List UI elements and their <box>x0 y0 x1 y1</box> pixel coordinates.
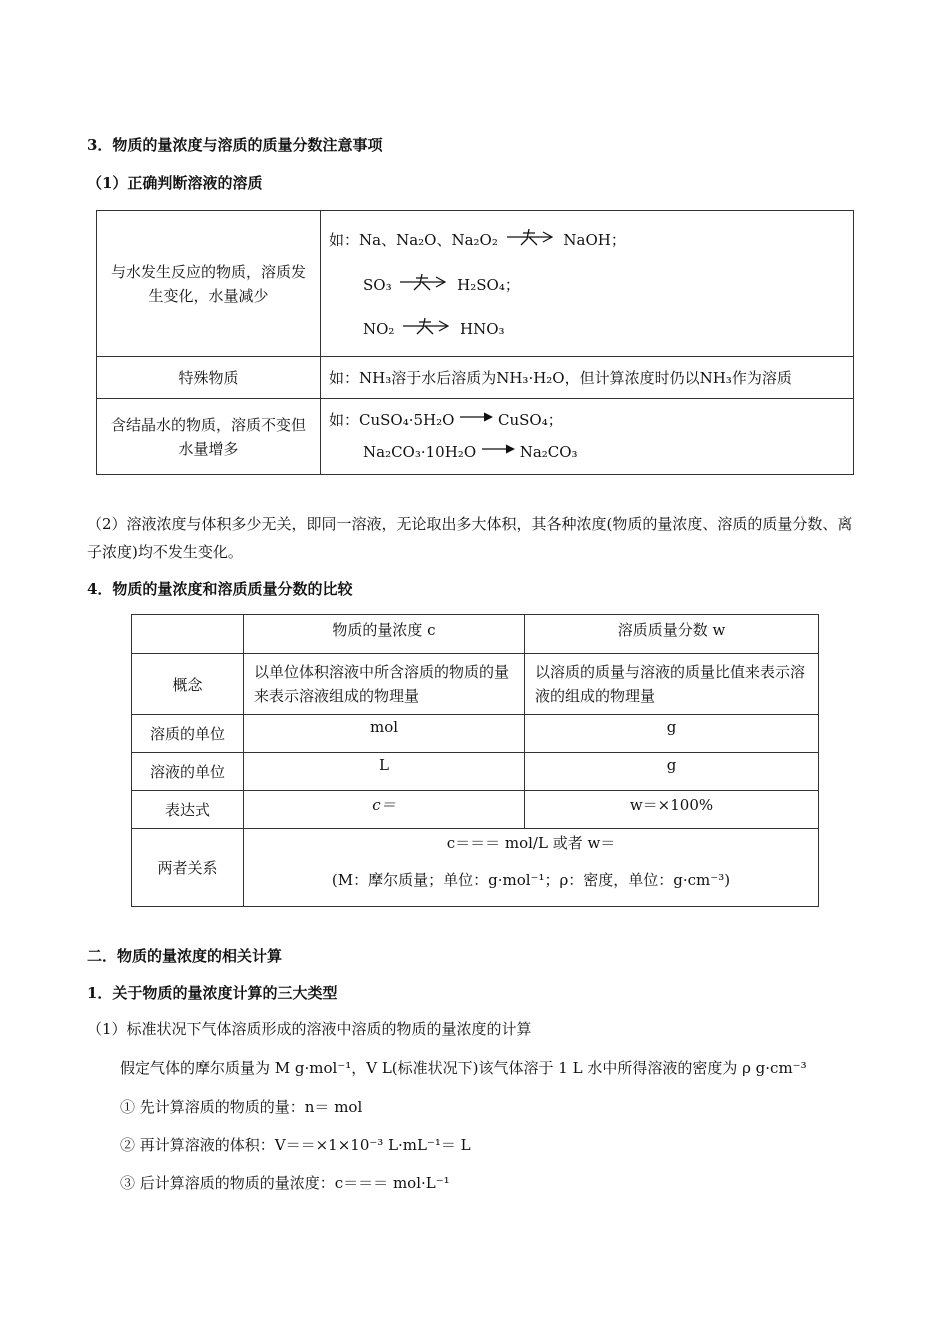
eq3-right: HNO₃ <box>460 320 505 338</box>
row3-eq1-left: 如：CuSO₄·5H₂O <box>329 410 455 429</box>
row-w-value: g <box>525 715 819 753</box>
row-c-value: L <box>244 753 525 791</box>
row-label: 溶液的单位 <box>132 753 244 791</box>
row3-eq2-right: Na₂CO₃ <box>519 442 578 461</box>
row3-eq2-left: Na₂CO₃·10H₂O <box>363 442 477 461</box>
row3-content <box>321 399 854 475</box>
part-two-title: 二．物质的量浓度的相关计算 <box>87 947 283 965</box>
relation-line-2: (M：摩尔质量；单位：g·mol⁻¹；ρ：密度，单位：g·cm⁻³) <box>331 871 731 889</box>
water-reaction-arrow-icon <box>401 316 453 336</box>
row2-label: 特殊物质 <box>97 357 321 399</box>
part-two-subtitle: （1）标准状况下气体溶质形成的溶液中溶质的物质的量浓度的计算 <box>87 1020 532 1038</box>
row2-content: 如：NH₃溶于水后溶质为NH₃·H₂O，但计算浓度时仍以NH₃作为溶质 <box>321 357 854 399</box>
row3-eq1-right: CuSO₄； <box>498 410 563 429</box>
row-label: 表达式 <box>132 791 244 829</box>
row-w-value: 以溶质的质量与溶液的质量比值来表示溶液的组成的物理量 <box>525 654 819 715</box>
row-c-value: c＝ <box>244 791 525 829</box>
row-c-value: 以单位体积溶液中所含溶质的物质的量来表示溶液组成的物理量 <box>244 654 525 715</box>
header-w: 溶质质量分数 w <box>525 615 819 654</box>
row-c-value: mol <box>244 715 525 753</box>
row-w-value: w＝×100% <box>525 791 819 829</box>
water-reaction-arrow-icon <box>398 272 450 292</box>
relation-content <box>244 829 819 907</box>
section-3-subtitle: （1）正确判断溶液的溶质 <box>87 174 263 192</box>
row1-label: 与水发生反应的物质，溶质发生变化，水量减少 <box>97 211 321 357</box>
row-label: 概念 <box>132 654 244 715</box>
row1-prefix: 如： <box>329 231 360 249</box>
header-c: 物质的量浓度 c <box>244 615 525 654</box>
eq1-right: NaOH； <box>563 231 626 249</box>
step-2: ② 再计算溶液的体积：V＝＝×1×10⁻³ L·mL⁻¹＝ L <box>120 1136 471 1154</box>
assumption-text: 假定气体的摩尔质量为 M g·mol⁻¹，V L(标准状况下)该气体溶于 1 L 水中所得溶液的密度为 ρ g·cm⁻³ <box>120 1059 807 1077</box>
comparison-table <box>131 614 819 907</box>
eq1-left: Na、Na₂O、Na₂O₂ <box>359 231 498 249</box>
row1-content <box>321 211 854 357</box>
relation-line-1: c＝＝＝ mol/L 或者 w＝ <box>446 834 616 852</box>
row-w-value: g <box>525 753 819 791</box>
step-3: ③ 后计算溶质的物质的量浓度：c＝＝＝ mol·L⁻¹ <box>120 1174 450 1192</box>
row-label: 溶质的单位 <box>132 715 244 753</box>
step-1: ① 先计算溶质的物质的量：n＝ mol <box>120 1098 363 1116</box>
part-two-item-1: 1．关于物质的量浓度计算的三大类型 <box>87 984 338 1002</box>
section-4-title: 4．物质的量浓度和溶质质量分数的比较 <box>87 580 353 598</box>
section-3-title: 3．物质的量浓度与溶质的质量分数注意事项 <box>87 136 383 154</box>
eq2-left: SO₃ <box>363 276 392 294</box>
solute-judgement-table <box>96 210 854 475</box>
relation-label: 两者关系 <box>132 829 244 907</box>
section-3-point-2: （2）溶液浓度与体积多少无关，即同一溶液，无论取出多大体积，其各种浓度(物质的量浓度、溶质的质量分数、离子浓度)均不发生变化。 <box>87 515 853 561</box>
water-reaction-arrow-icon <box>505 227 557 247</box>
eq3-left: NO₂ <box>363 320 395 338</box>
arrow-right-icon <box>481 444 515 454</box>
eq2-right: H₂SO₄； <box>457 276 520 294</box>
row3-label: 含结晶水的物质，溶质不变但水量增多 <box>97 399 321 475</box>
header-empty-cell <box>132 615 244 654</box>
arrow-right-icon <box>459 412 493 422</box>
